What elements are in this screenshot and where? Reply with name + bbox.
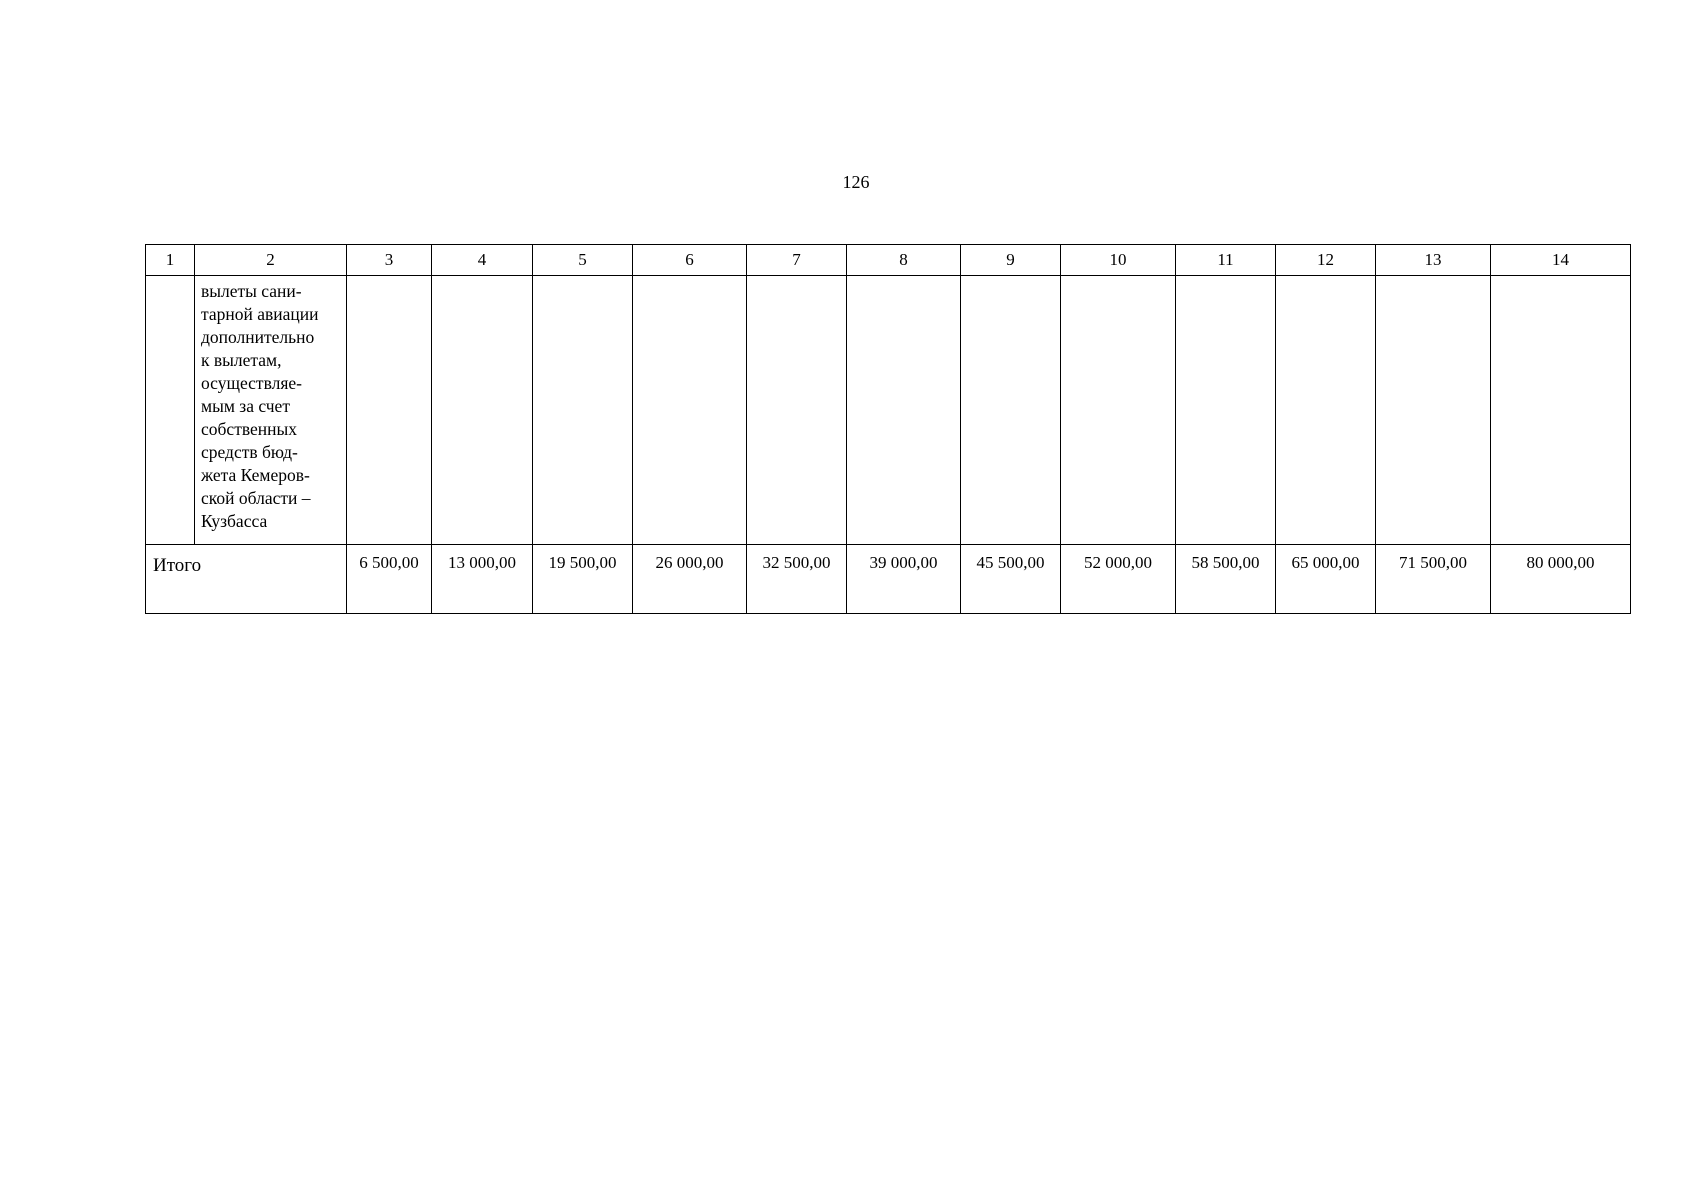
- column-number-cell: 5: [533, 245, 633, 276]
- column-number-cell: 8: [847, 245, 961, 276]
- description-cell: [195, 276, 347, 545]
- column-number-cell: 11: [1176, 245, 1276, 276]
- description-line: тарной авиации: [201, 304, 319, 324]
- description-line: дополнительно: [201, 327, 315, 347]
- total-value-cell: 45 500,00: [961, 545, 1061, 614]
- total-row: [146, 545, 1631, 614]
- total-value-cell: 39 000,00: [847, 545, 961, 614]
- total-value-cell: 19 500,00: [533, 545, 633, 614]
- empty-cell: [1376, 276, 1491, 545]
- total-value-cell: 26 000,00: [633, 545, 747, 614]
- total-value-cell: 71 500,00: [1376, 545, 1491, 614]
- description-line: к вылетам,: [201, 350, 282, 370]
- total-value-cell: 13 000,00: [432, 545, 533, 614]
- empty-cell: [1061, 276, 1176, 545]
- total-value-cell: 52 000,00: [1061, 545, 1176, 614]
- empty-cell: [432, 276, 533, 545]
- empty-cell: [533, 276, 633, 545]
- total-label: Итого: [146, 545, 347, 614]
- column-number-cell: 12: [1276, 245, 1376, 276]
- column-number-cell: 9: [961, 245, 1061, 276]
- description-line: вылеты сани-: [201, 281, 302, 301]
- total-value-cell: 58 500,00: [1176, 545, 1276, 614]
- empty-cell: [747, 276, 847, 545]
- description-line: Кузбасса: [201, 511, 268, 531]
- column-number-cell: 10: [1061, 245, 1176, 276]
- column-number-cell: 4: [432, 245, 533, 276]
- column-number-cell: 14: [1491, 245, 1631, 276]
- total-value-cell: 80 000,00: [1491, 545, 1631, 614]
- empty-cell: [847, 276, 961, 545]
- total-value-cell: 32 500,00: [747, 545, 847, 614]
- empty-cell: [347, 276, 432, 545]
- total-value-cell: 65 000,00: [1276, 545, 1376, 614]
- column-number-cell: 1: [146, 245, 195, 276]
- empty-cell: [1491, 276, 1631, 545]
- empty-cell: [961, 276, 1061, 545]
- budget-table: [145, 244, 1631, 614]
- empty-cell: [633, 276, 747, 545]
- column-number-cell: 7: [747, 245, 847, 276]
- description-line: жета Кемеров-: [201, 465, 310, 485]
- column-number-cell: 2: [195, 245, 347, 276]
- column-number-row: [146, 245, 1631, 276]
- description-line: осуществляе-: [201, 373, 302, 393]
- description-row: [146, 276, 1631, 545]
- column-number-cell: 3: [347, 245, 432, 276]
- description-line: средств бюд-: [201, 442, 298, 462]
- empty-cell: [1176, 276, 1276, 545]
- empty-cell: [146, 276, 195, 545]
- column-number-cell: 6: [633, 245, 747, 276]
- column-number-cell: 13: [1376, 245, 1491, 276]
- page-number: 126: [842, 172, 870, 192]
- total-value-cell: 6 500,00: [347, 545, 432, 614]
- empty-cell: [1276, 276, 1376, 545]
- description-line: мым за счет: [201, 396, 290, 416]
- description-line: собственных: [201, 419, 298, 439]
- description-line: ской области –: [201, 488, 311, 508]
